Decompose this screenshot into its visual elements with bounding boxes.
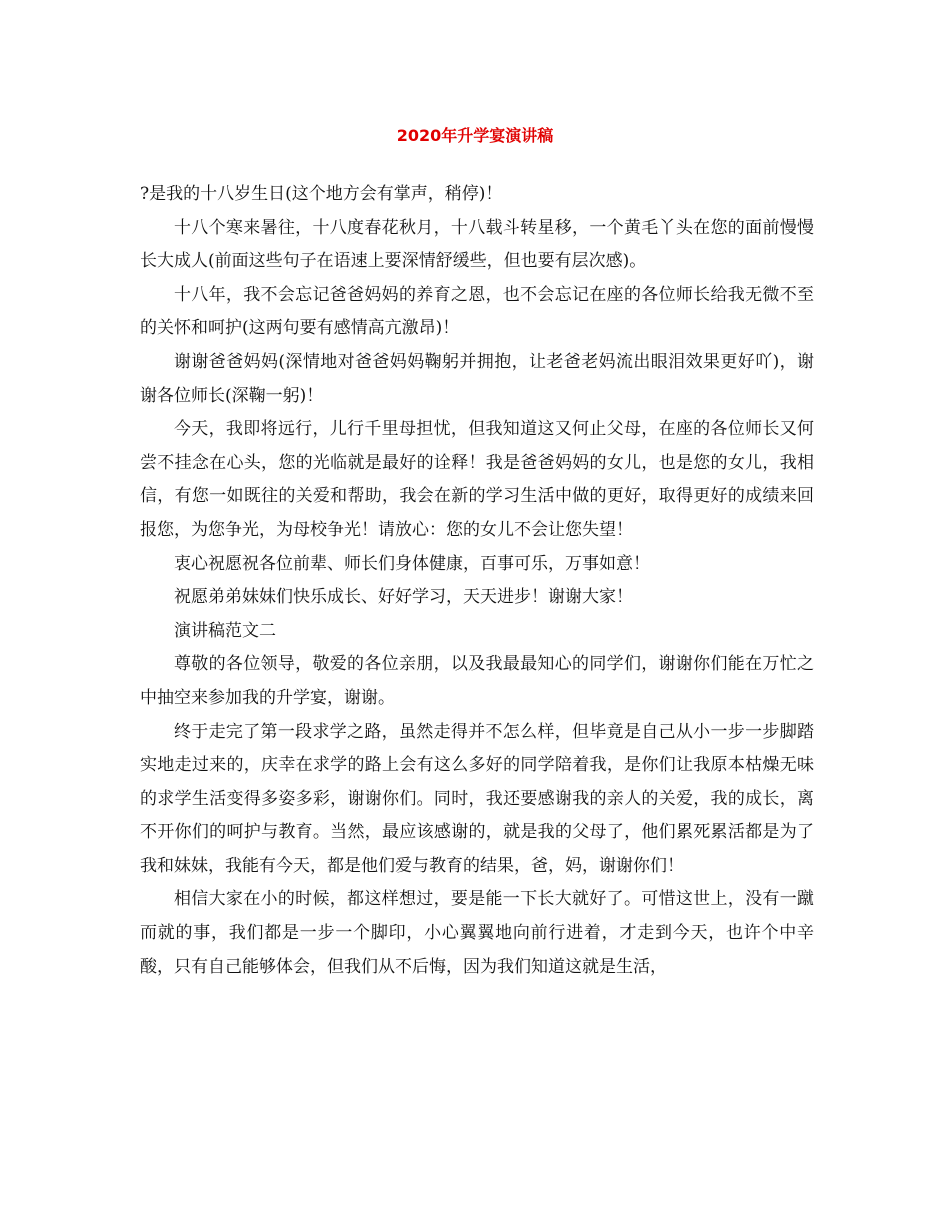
- paragraph: 今天，我即将远行，儿行千里母担忧，但我知道这又何止父母，在座的各位师长又何尝不挂念在心头，您的光临就是最好的诠释！我是爸爸妈妈的女儿，也是您的女儿，我相信，有您一如既往的关爱和帮助，我会在新的学习生活中做的更好，取得更好的成绩来回报您，为您争光，为母校争光！请放心：您的女儿不会让您失望！: [140, 419, 814, 540]
- paragraph: 相信大家在小的时候，都这样想过，要是能一下长大就好了。可惜这世上，没有一蹴而就的事，我们都是一步一个脚印，小心翼翼地向前行进着，才走到今天，也许个中辛酸，只有自己能够体会，但我们从不后悔，因为我们知道这就是生活，: [140, 889, 814, 977]
- paragraph: 尊敬的各位领导，敬爱的各位亲朋，以及我最最知心的同学们，谢谢你们能在万忙之中抽空来参加我的升学宴，谢谢。: [140, 654, 814, 708]
- paragraph: 衷心祝愿祝各位前辈、师长们身体健康，百事可乐，万事如意！: [174, 553, 650, 574]
- paragraph: 祝愿弟弟妹妹们快乐成长、好好学习，天天进步！谢谢大家！: [174, 587, 633, 608]
- paragraph: 十八个寒来暑往，十八度春花秋月，十八载斗转星移，一个黄毛丫头在您的面前慢慢长大成人(前面这些句子在语速上要深情舒缓些，但也要有层次感)。: [140, 217, 814, 272]
- paragraph: 谢谢爸爸妈妈(深情地对爸爸妈妈鞠躬并拥抱，让老爸老妈流出眼泪效果更好吖)，谢谢各位师长(深鞠一躬)！: [140, 351, 814, 406]
- paragraph: ?是我的十八岁生日(这个地方会有掌声，稍停)！: [140, 184, 503, 204]
- document-title: 2020年升学宴演讲稿: [396, 126, 554, 145]
- paragraph: 终于走完了第一段求学之路，虽然走得并不怎么样，但毕竟是自己从小一步一步脚踏实地走过来的，庆幸在求学的路上会有这么多好的同学陪着我，是你们让我原本枯燥无味的求学生活变得多姿多彩，谢谢你们。同时，我还要感谢我的亲人的关爱，我的成长，离不开你们的呵护与教育。当然，最应该感谢的，就是我的父母了，他们累死累活都是为了我和妹妹，我能有今天，都是他们爱与教育的结果，爸，妈，谢谢你们！: [140, 721, 814, 876]
- paragraph: 十八年，我不会忘记爸爸妈妈的养育之恩，也不会忘记在座的各位师长给我无微不至的关怀和呵护(这两句要有感情高亢激昂)！: [140, 284, 814, 339]
- section-heading: 演讲稿范文二: [174, 620, 276, 641]
- document-body: [140, 178, 814, 984]
